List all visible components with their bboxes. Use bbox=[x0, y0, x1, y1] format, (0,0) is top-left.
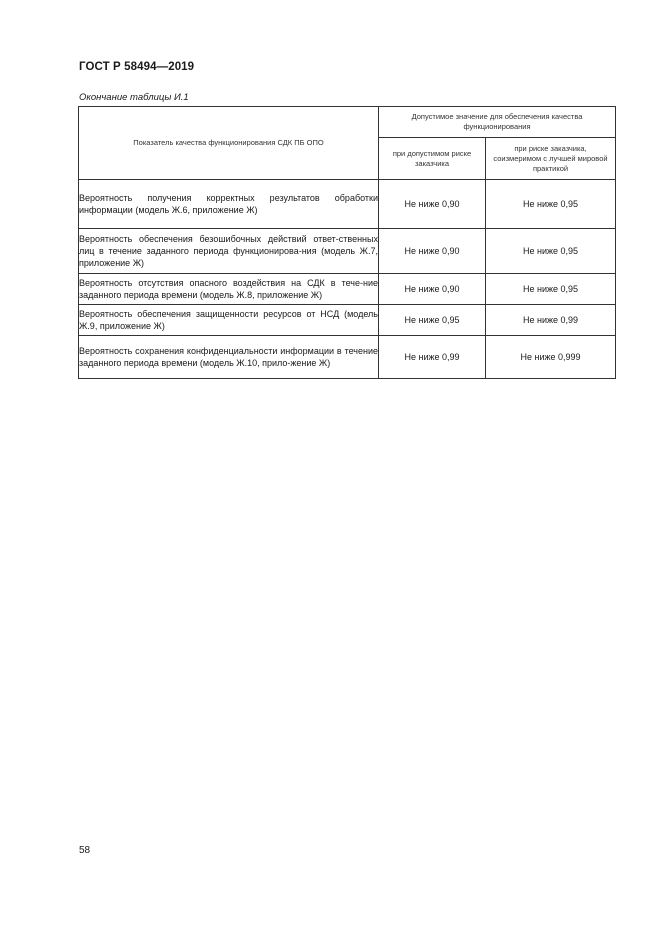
header-acceptable-risk bbox=[379, 138, 486, 180]
header-indicator-label: Показатель качества функционирования СДК ПБ ОПО bbox=[133, 138, 324, 147]
page-number: 58 bbox=[79, 845, 91, 856]
table-row bbox=[79, 180, 616, 229]
header-indicator bbox=[79, 107, 379, 180]
acceptable-value-cell: Не ниже 0,95 bbox=[379, 305, 486, 336]
table-caption: Окончание таблицы И.1 bbox=[79, 92, 189, 103]
best-practice-value-cell: Не ниже 0,95 bbox=[486, 229, 616, 274]
indicator-cell: Вероятность получения корректных результатов обработки информации (модель Ж.6, приложение Ж) bbox=[79, 180, 379, 229]
document-code: ГОСТ Р 58494—2019 bbox=[79, 61, 195, 73]
header-best-practice-label: при риске заказчика, соизмеримом с лучшей мировой практикой bbox=[493, 143, 608, 173]
header-best-practice-risk bbox=[486, 138, 616, 180]
best-practice-value-cell: Не ниже 0,95 bbox=[486, 180, 616, 229]
best-practice-value-cell: Не ниже 0,95 bbox=[486, 274, 616, 305]
table-row bbox=[79, 336, 616, 379]
indicators-table bbox=[78, 106, 616, 379]
table-row bbox=[79, 305, 616, 336]
best-practice-value-cell: Не ниже 0,999 bbox=[486, 336, 616, 379]
table-row bbox=[79, 229, 616, 274]
acceptable-value-cell: Не ниже 0,90 bbox=[379, 229, 486, 274]
best-practice-value-cell: Не ниже 0,99 bbox=[486, 305, 616, 336]
table-header-row bbox=[79, 107, 616, 138]
header-allowed-value bbox=[379, 107, 616, 138]
header-allowed-label: Допустимое значение для обеспечения качества функционирования bbox=[411, 112, 583, 131]
indicator-cell: Вероятность сохранения конфиденциальности информации в течение заданного периода времени (модель Ж.10, прило-жение Ж) bbox=[79, 336, 379, 379]
indicator-cell: Вероятность отсутствия опасного воздействия на СДК в тече-ние заданного периода времени (модель Ж.8, приложение Ж) bbox=[79, 274, 379, 305]
acceptable-value-cell: Не ниже 0,90 bbox=[379, 274, 486, 305]
indicator-cell: Вероятность обеспечения безошибочных действий ответ-ственных лиц в течение заданного периода функционирова-ния (модель Ж.7, приложение Ж) bbox=[79, 229, 379, 274]
indicator-cell: Вероятность обеспечения защищенности ресурсов от НСД (модель Ж.9, приложение Ж) bbox=[79, 305, 379, 336]
table-row bbox=[79, 274, 616, 305]
header-acceptable-risk-label: при допустимом риске заказчика bbox=[392, 148, 472, 168]
acceptable-value-cell: Не ниже 0,99 bbox=[379, 336, 486, 379]
acceptable-value-cell: Не ниже 0,90 bbox=[379, 180, 486, 229]
